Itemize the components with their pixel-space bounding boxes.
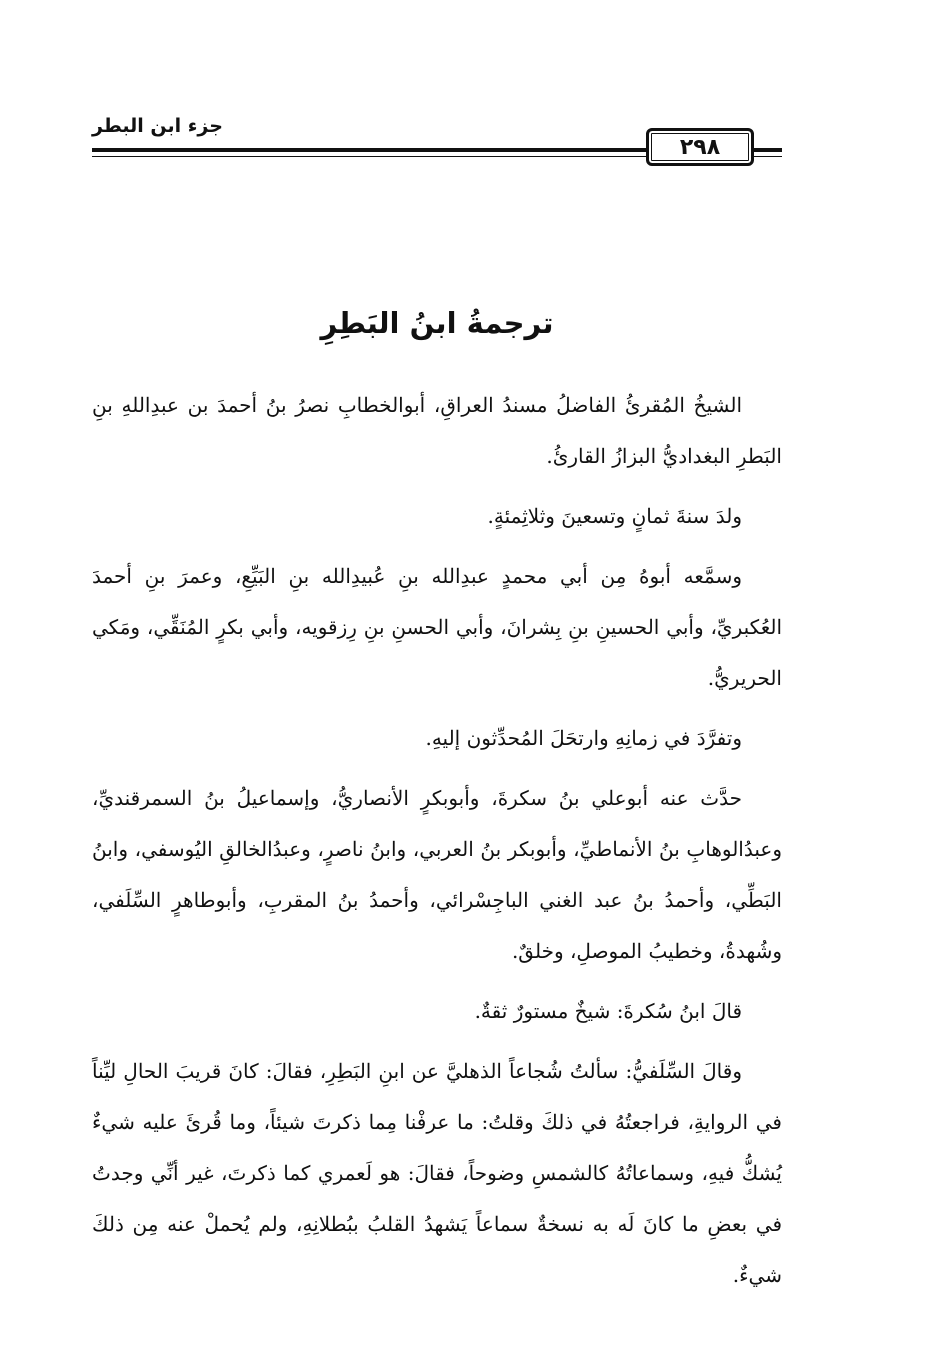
running-header (92, 112, 782, 172)
paragraph-2: ولدَ سنةَ ثمانٍ وتسعينَ وثلاثِمئةٍ. (487, 504, 742, 528)
paragraph-7: وقالَ السِّلَفيُّ: سألتُ شُجاعاً الذهليَّ عن ابنِ البَطِرِ، فقالَ: كانَ قريبَ الحالِ ليِّناً في الروايةِ، فراجعتُهُ في ذلكَ وقلتُ: ما عرفْنا مِما ذكرتَ شيئاً، وما قُرئَ عليه شيءٌ يُشكُّ فيهِ، وسماعاتُهُ كالشمسِ وضوحاً، فقالَ: هو لَعمري كما ذكرتَ، غير أنِّي وجدتُ في بعضِ ما كانَ لَه به نسخةٌ سماعاً يَشهدُ القلبُ ببُطلانِهِ، ولم يُحملْ عنه مِن ذلكَ شيءٌ. (92, 1059, 782, 1287)
body-text (92, 380, 782, 1310)
paragraph-3: وسمَّعه أبوهُ مِن أبي محمدٍ عبدِالله بنِ عُبيدِالله بنِ البَيِّعِ، وعمرَ بنِ أحمدَ العُكبريِّ، وأبي الحسينِ بنِ بِشرانَ، وأبي الحسنِ بنِ رِزقويه، وأبي بكرٍ المُنَقِّي، ومَكي الحريريُّ. (92, 564, 782, 690)
chapter-title: ترجمةُ ابنُ البَطِرِ (320, 306, 554, 340)
running-title: جزء ابن البطر (92, 115, 223, 137)
page-number: ٢٩٨ (646, 128, 754, 166)
paragraph-6: قالَ ابنُ سُكرةَ: شيخٌ مستورٌ ثقةٌ. (474, 999, 742, 1023)
paragraph-5: حدَّث عنه أبوعلي بنُ سكرةَ، وأبوبكرٍ الأنصاريُّ، وإسماعيلُ بنُ السمرقنديِّ، وعبدُالوهابِ بنُ الأنماطيِّ، وأبوبكر بنُ العربي، وابنُ ناصرٍ، وعبدُالخالقِ اليُوسفي، وابنُ البَطِّي، وأحمدُ بنُ عبد الغني الباجِسْرائي، وأحمدُ بنُ المقربِ، وأبوطاهرٍ السِّلَفي، وشُهدةُ، وخطيبُ الموصلِ، وخلقٌ. (92, 786, 782, 963)
paragraph-4: وتفرَّدَ في زمانِهِ وارتحَلَ المُحدِّثون إليهِ. (425, 726, 742, 750)
paragraph-1: الشيخُ المُقرئُ الفاضلُ مسندُ العراقِ، أبوالخطابِ نصرُ بنُ أحمدَ بن عبدِاللهِ بنِ البَطرِ البغداديُّ البزازُ القارئُ. (92, 393, 782, 468)
